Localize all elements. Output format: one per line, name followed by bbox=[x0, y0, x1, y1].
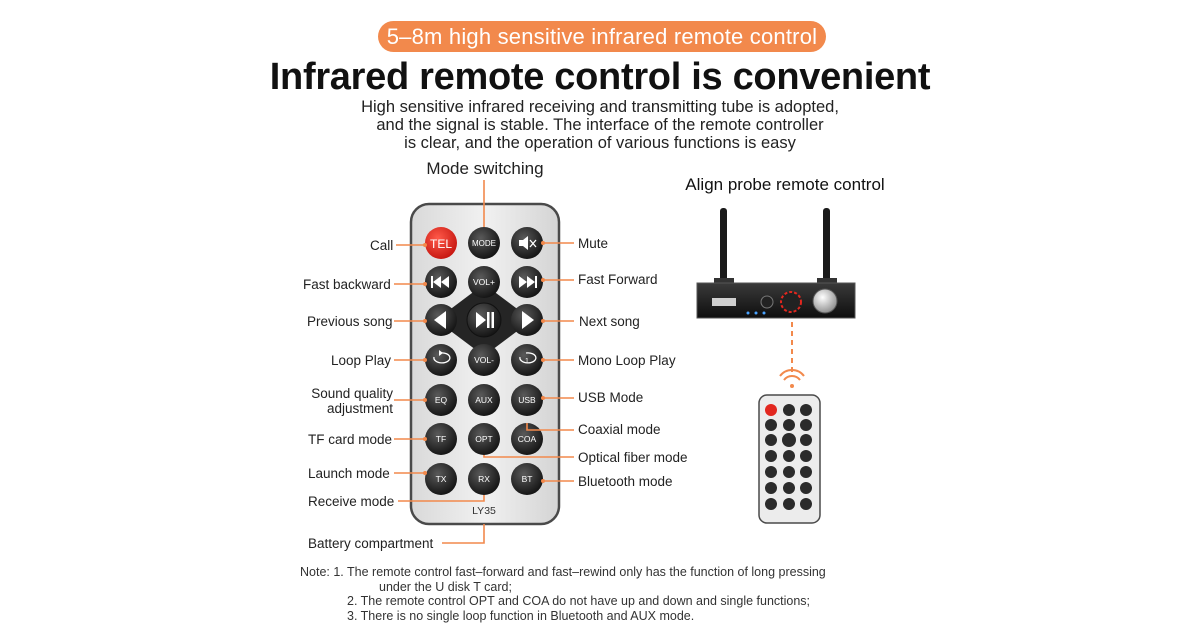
label-sound-quality-line1: Sound quality bbox=[311, 386, 393, 401]
label-tf-card-mode: TF card mode bbox=[308, 432, 393, 447]
aux-label: AUX bbox=[475, 395, 493, 405]
mode-button-label: MODE bbox=[472, 239, 496, 248]
fast-forward-button[interactable] bbox=[511, 266, 543, 298]
notes bbox=[300, 565, 826, 623]
label-mute: Mute bbox=[578, 236, 609, 251]
signal-icon bbox=[780, 370, 804, 388]
bt-label: BT bbox=[521, 474, 533, 484]
description-line: is clear, and the operation of various functions is easy bbox=[404, 134, 796, 152]
receiver-device bbox=[697, 208, 855, 318]
label-sound-quality bbox=[300, 386, 393, 416]
loop-button[interactable] bbox=[425, 344, 457, 376]
tf-label: TF bbox=[435, 434, 447, 444]
usb-button[interactable] bbox=[511, 384, 543, 416]
tel-button-label: TEL bbox=[429, 237, 453, 251]
label-previous-song: Previous song bbox=[307, 314, 393, 329]
mono-loop-button[interactable] bbox=[511, 344, 543, 376]
rx-label: RX bbox=[478, 474, 490, 484]
banner-pill: 5–8m high sensitive infrared remote control bbox=[378, 21, 826, 52]
vol-up-label: VOL+ bbox=[473, 277, 495, 287]
note-line-1: Note: 1. The remote control fast–forward and fast–rewind only has the function of long pressing bbox=[300, 565, 826, 579]
label-receive-mode: Receive mode bbox=[308, 494, 395, 509]
description-line: and the signal is stable. The interface of the remote controller bbox=[376, 116, 824, 134]
label-next-song: Next song bbox=[579, 314, 640, 329]
volume-knob bbox=[813, 289, 837, 313]
mute-button[interactable] bbox=[511, 227, 543, 259]
vol-down-button[interactable] bbox=[468, 344, 500, 376]
small-remote bbox=[759, 395, 820, 523]
label-loop-play: Loop Play bbox=[331, 353, 392, 368]
play-pause-button[interactable] bbox=[467, 303, 501, 337]
model-label: LY35 bbox=[472, 505, 496, 517]
tx-label: TX bbox=[435, 474, 447, 484]
label-battery-compartment: Battery compartment bbox=[308, 536, 434, 551]
aux-button[interactable] bbox=[468, 384, 500, 416]
vol-up-button[interactable] bbox=[468, 266, 500, 298]
eq-button[interactable] bbox=[425, 384, 457, 416]
label-optical-fiber-mode: Optical fiber mode bbox=[578, 450, 688, 465]
label-launch-mode: Launch mode bbox=[308, 466, 390, 481]
note-line-3: 3. There is no single loop function in Bluetooth and AUX mode. bbox=[347, 608, 695, 623]
bt-button[interactable] bbox=[511, 463, 543, 495]
vol-down-label: VOL- bbox=[474, 355, 494, 365]
label-fast-backward: Fast backward bbox=[303, 277, 391, 292]
headline: Infrared remote control is convenient bbox=[269, 56, 931, 98]
label-bluetooth-mode: Bluetooth mode bbox=[578, 474, 673, 489]
tel-button[interactable] bbox=[425, 227, 457, 259]
usb-label: USB bbox=[518, 395, 536, 405]
label-sound-quality-line2: adjustment bbox=[326, 401, 393, 416]
label-usb-mode: USB Mode bbox=[578, 390, 644, 405]
note-line-1b: under the U disk T card; bbox=[379, 579, 512, 594]
opt-button[interactable] bbox=[468, 423, 500, 455]
label-fast-forward: Fast Forward bbox=[578, 272, 658, 287]
label-call: Call bbox=[370, 238, 394, 253]
mode-switching-label: Mode switching bbox=[426, 159, 544, 178]
description-line: High sensitive infrared receiving and transmitting tube is adopted, bbox=[361, 98, 839, 116]
opt-label: OPT bbox=[475, 434, 493, 444]
next-button[interactable] bbox=[511, 304, 543, 336]
tx-button[interactable] bbox=[425, 463, 457, 495]
label-mono-loop-play: Mono Loop Play bbox=[578, 353, 676, 368]
previous-button[interactable] bbox=[425, 304, 457, 336]
align-probe-title: Align probe remote control bbox=[685, 175, 885, 194]
antenna-right bbox=[823, 208, 830, 283]
mode-button[interactable] bbox=[468, 227, 500, 259]
label-coaxial-mode: Coaxial mode bbox=[578, 422, 661, 437]
svg-text:1: 1 bbox=[525, 358, 529, 365]
antenna-left bbox=[720, 208, 727, 283]
fast-backward-button[interactable] bbox=[425, 266, 457, 298]
tf-button[interactable] bbox=[425, 423, 457, 455]
eq-label: EQ bbox=[434, 395, 448, 405]
note-line-2: 2. The remote control OPT and COA do not have up and down and single functions; bbox=[347, 594, 811, 608]
coa-label: COA bbox=[517, 434, 537, 444]
rx-button[interactable] bbox=[468, 463, 500, 495]
